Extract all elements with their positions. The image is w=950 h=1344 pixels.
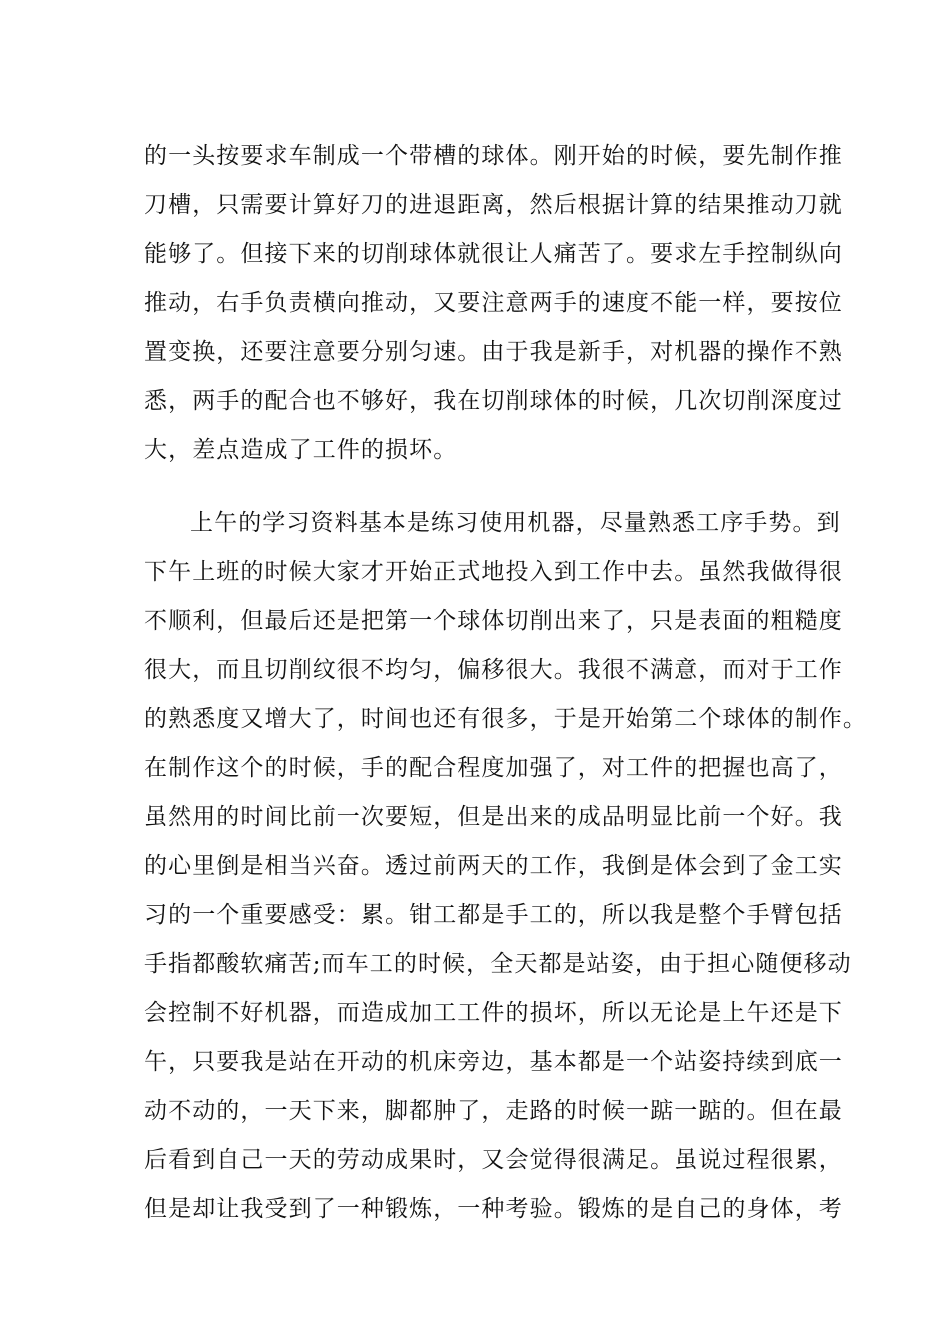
text-line: 上午的学习资料基本是练习使用机器，尽量熟悉工序手势。到 (190, 510, 841, 536)
text-line: 不顺利，但最后还是把第一个球体切削出来了，只是表面的粗糙度 (144, 608, 843, 634)
text-line: 的熟悉度又增大了，时间也还有很多，于是开始第二个球体的制作。 (144, 706, 867, 732)
text-line: 能够了。但接下来的切削球体就很让人痛苦了。要求左手控制纵向 (144, 241, 843, 267)
text-line: 很大，而且切削纹很不均匀，偏移很大。我很不满意，而对于工作 (144, 657, 843, 683)
text-line: 习的一个重要感受：累。钳工都是手工的，所以我是整个手臂包括 (144, 902, 843, 928)
text-line: 虽然用的时间比前一次要短，但是出来的成品明显比前一个好。我 (144, 804, 843, 830)
text-line: 的一头按要求车制成一个带槽的球体。刚开始的时候，要先制作推 (144, 143, 843, 169)
paragraph-gap (144, 475, 824, 499)
text-line: 后看到自己一天的劳动成果时，又会觉得很满足。虽说过程很累， (144, 1147, 843, 1173)
text-line: 刀槽，只需要计算好刀的进退距离，然后根据计算的结果推动刀就 (144, 192, 843, 218)
text-line: 会控制不好机器，而造成加工工件的损坏，所以无论是上午还是下 (144, 1000, 843, 1026)
text-line: 的心里倒是相当兴奋。透过前两天的工作，我倒是体会到了金工实 (144, 853, 843, 879)
text-line: 动不动的，一天下来，脚都肿了，走路的时候一踮一踮的。但在最 (144, 1098, 843, 1124)
document-body (144, 132, 867, 1234)
text-line: 推动，右手负责横向推动，又要注意两手的速度不能一样，要按位 (144, 290, 843, 316)
text-line: 午，只要我是站在开动的机床旁边，基本都是一个站姿持续到底一 (144, 1049, 843, 1075)
text-line: 手指都酸软痛苦;而车工的时候，全天都是站姿，由于担心随便移动 (144, 951, 852, 977)
text-line: 但是却让我受到了一种锻炼，一种考验。锻炼的是自己的身体，考 (144, 1196, 843, 1222)
paragraph-2 (144, 499, 867, 1234)
text-line: 在制作这个的时候，手的配合程度加强了，对工件的把握也高了， (144, 755, 843, 781)
text-line: 大，差点造成了工件的损坏。 (144, 437, 458, 463)
text-line: 悉，两手的配合也不够好，我在切削球体的时候，几次切削深度过 (144, 388, 843, 414)
text-line: 下午上班的时候大家才开始正式地投入到工作中去。虽然我做得很 (144, 559, 843, 585)
paragraph-1 (144, 132, 843, 475)
text-line: 置变换，还要注意要分别匀速。由于我是新手，对机器的操作不熟 (144, 339, 843, 365)
